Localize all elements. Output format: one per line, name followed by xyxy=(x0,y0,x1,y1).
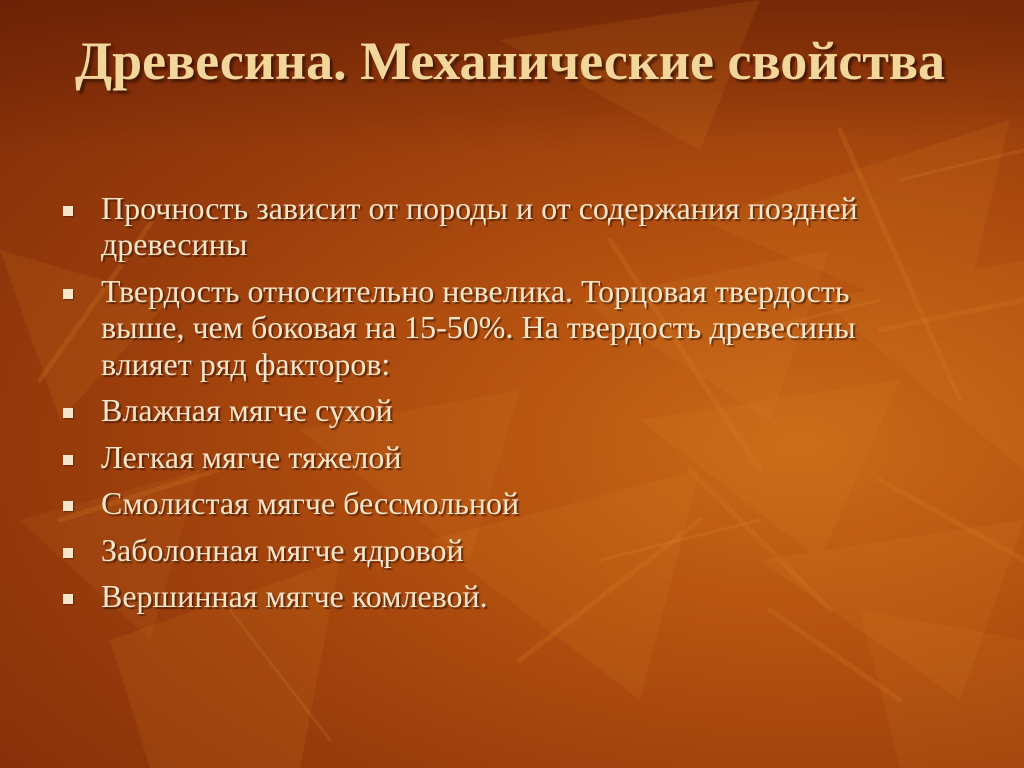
bullet-item xyxy=(60,273,920,382)
bullet-list xyxy=(60,190,920,625)
square-bullet-icon xyxy=(63,594,73,604)
square-bullet-icon xyxy=(63,289,73,299)
bullet-text: Легкая мягче тяжелой xyxy=(101,438,402,475)
bullet-text: Вершинная мягче комлевой. xyxy=(101,578,488,615)
bullet-item xyxy=(60,439,920,475)
bullet-item xyxy=(60,485,920,521)
square-bullet-icon xyxy=(63,455,73,465)
bullet-text: Твердость относительно невелика. Торцовая твердость выше, чем боковая на 15-50%. На твердость древесины влияет ряд факторов: xyxy=(101,272,856,382)
bullet-item xyxy=(60,190,920,263)
bullet-text: Прочность зависит от породы и от содержания поздней древесины xyxy=(101,190,858,263)
slide-title: Древесина. Механические свойства xyxy=(74,31,946,91)
bullet-item xyxy=(60,392,920,428)
bullet-item xyxy=(60,578,920,614)
square-bullet-icon xyxy=(63,548,73,558)
bullet-text: Смолистая мягче бессмольной xyxy=(101,485,520,522)
square-bullet-icon xyxy=(63,206,73,216)
bullet-text: Заболонная мягче ядровой xyxy=(101,531,464,568)
square-bullet-icon xyxy=(63,408,73,418)
bullet-item xyxy=(60,532,920,568)
square-bullet-icon xyxy=(63,501,73,511)
bullet-text: Влажная мягче сухой xyxy=(101,392,393,429)
